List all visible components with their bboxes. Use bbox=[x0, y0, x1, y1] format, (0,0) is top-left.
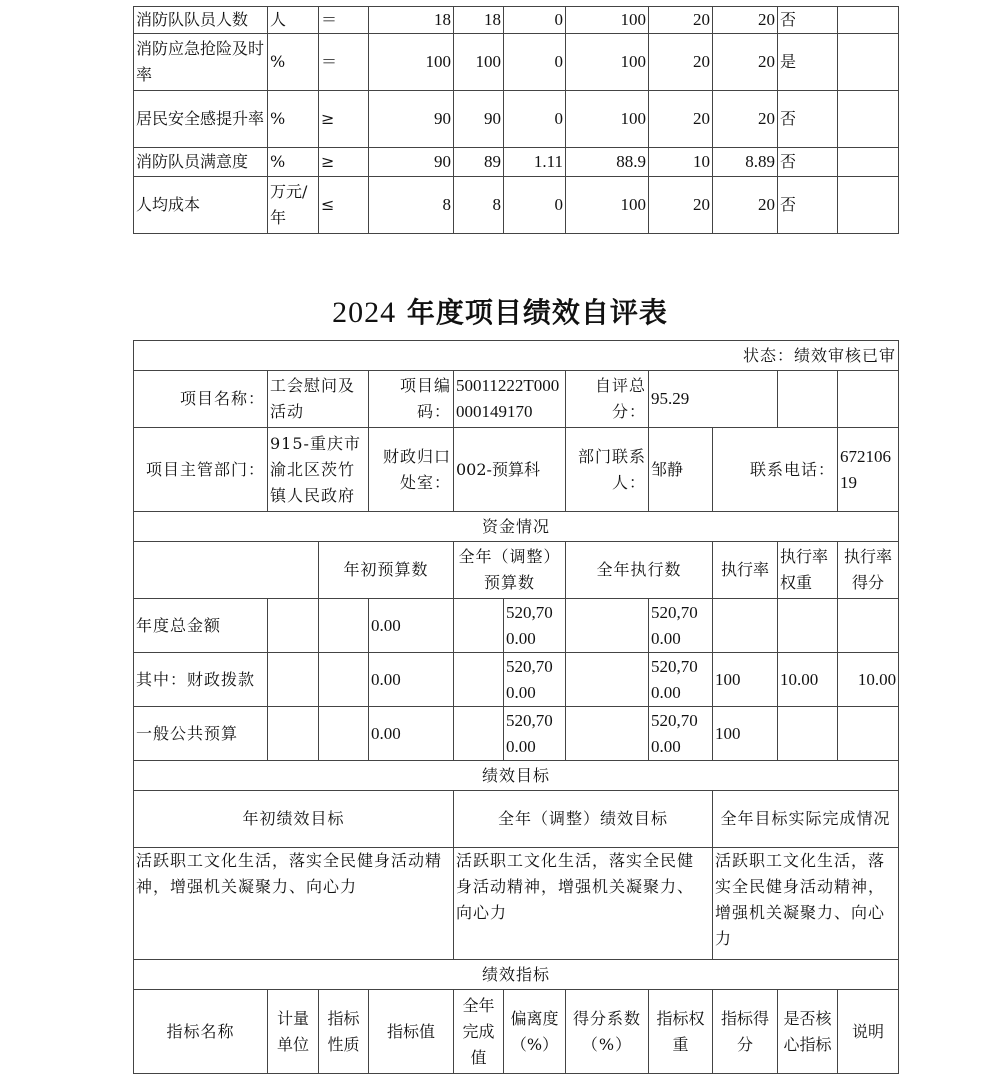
finance-value: 002-预算科 bbox=[454, 428, 566, 512]
indicator-score: 8.89 bbox=[713, 148, 778, 177]
funds-executed: 520,700.00 bbox=[649, 653, 713, 707]
ind-header-done: 全年完成值 bbox=[454, 990, 504, 1074]
indicator-nature: ≥ bbox=[319, 91, 369, 148]
indicator-core: 否 bbox=[778, 177, 838, 234]
funds-weight bbox=[778, 707, 838, 761]
funds-initial: 0.00 bbox=[369, 599, 454, 653]
status-label: 状态：绩效审核已审 bbox=[134, 341, 899, 371]
indicators-section-header: 绩效指标 bbox=[134, 960, 899, 990]
funds-header-adjusted: 全年（调整）预算数 bbox=[454, 542, 566, 599]
indicator-target: 100 bbox=[369, 34, 454, 91]
funds-header-executed: 全年执行数 bbox=[566, 542, 713, 599]
indicator-target: 8 bbox=[369, 177, 454, 234]
indicator-coef: 100 bbox=[566, 177, 649, 234]
goals-actual-text: 活跃职工文化生活，落实全民健身活动精神，增强机关凝聚力、向心力 bbox=[713, 848, 899, 960]
title-year: 2024 bbox=[332, 296, 397, 329]
indicator-unit: % bbox=[268, 91, 319, 148]
phone-label: 联系电话： bbox=[713, 428, 838, 512]
goals-initial-text: 活跃职工文化生活，落实全民健身活动精神，增强机关凝聚力、向心力 bbox=[134, 848, 454, 960]
indicator-target: 18 bbox=[369, 7, 454, 34]
funds-row-label: 年度总金额 bbox=[134, 599, 268, 653]
funds-row-label: 其中：财政拨款 bbox=[134, 653, 268, 707]
funds-rate: 100 bbox=[713, 653, 778, 707]
dept-value: 915-重庆市渝北区茨竹镇人民政府 bbox=[268, 428, 369, 512]
table-row bbox=[134, 177, 899, 234]
indicator-actual: 100 bbox=[454, 34, 504, 91]
ind-header-core: 是否核心指标 bbox=[778, 990, 838, 1074]
funds-row-label: 一般公共预算 bbox=[134, 707, 268, 761]
ind-header-name: 指标名称 bbox=[134, 990, 268, 1074]
ind-header-nature: 指标性质 bbox=[319, 990, 369, 1074]
funds-header-score: 执行率得分 bbox=[838, 542, 899, 599]
funds-executed: 520,700.00 bbox=[649, 707, 713, 761]
funds-header-initial: 年初预算数 bbox=[319, 542, 454, 599]
indicator-score: 20 bbox=[713, 177, 778, 234]
funds-rate: 100 bbox=[713, 707, 778, 761]
indicator-name: 居民安全感提升率 bbox=[134, 91, 268, 148]
indicator-score: 20 bbox=[713, 7, 778, 34]
indicator-note bbox=[838, 91, 899, 148]
finance-label: 财政归口处室： bbox=[369, 428, 454, 512]
indicator-score: 20 bbox=[713, 91, 778, 148]
project-name-label: 项目名称： bbox=[134, 371, 268, 428]
contact-label: 部门联系人： bbox=[566, 428, 649, 512]
indicator-unit: % bbox=[268, 34, 319, 91]
indicator-nature: ＝ bbox=[319, 7, 369, 34]
indicator-weight: 20 bbox=[649, 34, 713, 91]
indicator-name: 消防队员满意度 bbox=[134, 148, 268, 177]
funds-executed: 520,700.00 bbox=[649, 599, 713, 653]
funds-rate bbox=[713, 599, 778, 653]
indicator-note bbox=[838, 177, 899, 234]
project-code-value: 50011222T000000149170 bbox=[454, 371, 566, 428]
indicator-name: 消防应急抢险及时率 bbox=[134, 34, 268, 91]
indicator-coef: 100 bbox=[566, 34, 649, 91]
goals-header-initial: 年初绩效目标 bbox=[134, 791, 454, 848]
indicator-table-continued bbox=[133, 6, 899, 234]
ind-header-note: 说明 bbox=[838, 990, 899, 1074]
funds-weight bbox=[778, 599, 838, 653]
indicator-nature: ≤ bbox=[319, 177, 369, 234]
indicator-actual: 18 bbox=[454, 7, 504, 34]
dept-label: 项目主管部门： bbox=[134, 428, 268, 512]
table-row bbox=[134, 34, 899, 91]
funds-initial: 0.00 bbox=[369, 707, 454, 761]
indicator-coef: 100 bbox=[566, 7, 649, 34]
contact-value: 邹静 bbox=[649, 428, 713, 512]
table-row bbox=[134, 599, 899, 653]
indicator-deviation: 0 bbox=[504, 177, 566, 234]
indicator-coef: 100 bbox=[566, 91, 649, 148]
page-title bbox=[0, 295, 1000, 331]
indicator-unit: 万元/年 bbox=[268, 177, 319, 234]
indicator-unit: 人 bbox=[268, 7, 319, 34]
ind-header-value: 指标值 bbox=[369, 990, 454, 1074]
table-row bbox=[134, 148, 899, 177]
project-name-value: 工会慰问及活动 bbox=[268, 371, 369, 428]
indicator-deviation: 0 bbox=[504, 91, 566, 148]
indicator-note bbox=[838, 7, 899, 34]
indicator-nature: ≥ bbox=[319, 148, 369, 177]
table-row bbox=[134, 653, 899, 707]
funds-score: 10.00 bbox=[838, 653, 899, 707]
project-code-label: 项目编码： bbox=[369, 371, 454, 428]
indicator-coef: 88.9 bbox=[566, 148, 649, 177]
indicator-score: 20 bbox=[713, 34, 778, 91]
funds-adjusted: 520,700.00 bbox=[504, 707, 566, 761]
self-evaluation-form bbox=[133, 340, 899, 1074]
table-row bbox=[134, 7, 899, 34]
indicator-note bbox=[838, 148, 899, 177]
funds-header-rate: 执行率 bbox=[713, 542, 778, 599]
indicator-target: 90 bbox=[369, 148, 454, 177]
indicator-core: 否 bbox=[778, 91, 838, 148]
indicator-actual: 8 bbox=[454, 177, 504, 234]
phone-value: 67210619 bbox=[838, 428, 899, 512]
funds-score bbox=[838, 707, 899, 761]
indicator-deviation: 0 bbox=[504, 7, 566, 34]
title-text: 年度项目绩效自评表 bbox=[406, 296, 668, 329]
goals-header-actual: 全年目标实际完成情况 bbox=[713, 791, 899, 848]
goals-section-header: 绩效目标 bbox=[134, 761, 899, 791]
indicator-weight: 20 bbox=[649, 91, 713, 148]
goals-adjusted-text: 活跃职工文化生活，落实全民健身活动精神，增强机关凝聚力、向心力 bbox=[454, 848, 713, 960]
ind-header-weight: 指标权重 bbox=[649, 990, 713, 1074]
self-score-value: 95.29 bbox=[649, 371, 778, 428]
ind-header-score: 指标得分 bbox=[713, 990, 778, 1074]
indicator-core: 否 bbox=[778, 148, 838, 177]
indicator-actual: 89 bbox=[454, 148, 504, 177]
indicator-unit: % bbox=[268, 148, 319, 177]
indicator-target: 90 bbox=[369, 91, 454, 148]
indicator-weight: 20 bbox=[649, 177, 713, 234]
funds-weight: 10.00 bbox=[778, 653, 838, 707]
ind-header-deviation: 偏离度（%） bbox=[504, 990, 566, 1074]
ind-header-unit: 计量单位 bbox=[268, 990, 319, 1074]
indicator-note bbox=[838, 34, 899, 91]
table-row bbox=[134, 707, 899, 761]
funds-score bbox=[838, 599, 899, 653]
indicator-name: 人均成本 bbox=[134, 177, 268, 234]
funds-adjusted: 520,700.00 bbox=[504, 599, 566, 653]
indicator-deviation: 1.11 bbox=[504, 148, 566, 177]
indicator-weight: 20 bbox=[649, 7, 713, 34]
table-row bbox=[134, 91, 899, 148]
ind-header-coef: 得分系数（%） bbox=[566, 990, 649, 1074]
indicator-weight: 10 bbox=[649, 148, 713, 177]
indicator-core: 否 bbox=[778, 7, 838, 34]
indicator-nature: ＝ bbox=[319, 34, 369, 91]
indicator-actual: 90 bbox=[454, 91, 504, 148]
funds-header-weight: 执行率权重 bbox=[778, 542, 838, 599]
indicator-core: 是 bbox=[778, 34, 838, 91]
self-score-label: 自评总分： bbox=[566, 371, 649, 428]
goals-header-adjusted: 全年（调整）绩效目标 bbox=[454, 791, 713, 848]
funds-initial: 0.00 bbox=[369, 653, 454, 707]
indicator-name: 消防队队员人数 bbox=[134, 7, 268, 34]
funds-adjusted: 520,700.00 bbox=[504, 653, 566, 707]
funds-section-header: 资金情况 bbox=[134, 512, 899, 542]
indicator-deviation: 0 bbox=[504, 34, 566, 91]
